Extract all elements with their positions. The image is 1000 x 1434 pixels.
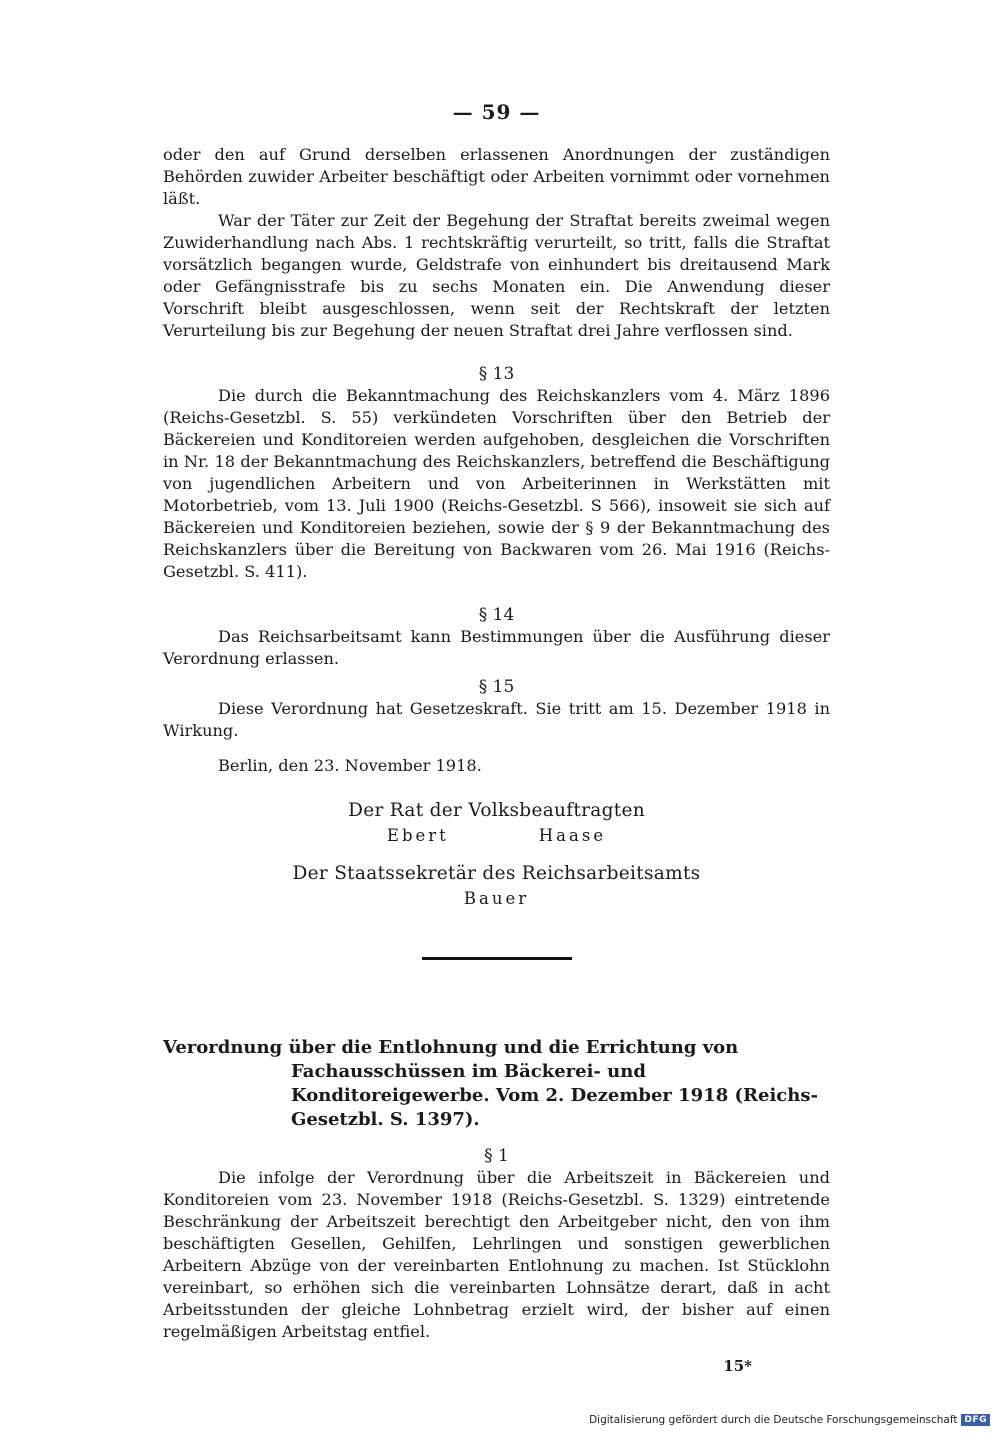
continuation-paragraph: War der Täter zur Zeit der Begehung der Straftat bereits zweimal wegen Zuwiderhandlung nach Abs. 1 rechtskräftig verurteilt, so tritt, falls die Straftat vorsätzlich begangen wurde, Geldstrafe von einhundert bis dreitausend Mark oder Gefängnisstrafe bis zu sechs Monaten ein. Die Anwendung dieser Vorschrift bleibt ausgeschlossen, wenn seit der Rechtskraft der letzten Verurteilung bis zur Begehung der neuen Straftat drei Jahre verflossen sind. [163,211,830,340]
section-text: Diese Verordnung hat Gesetzeskraft. Sie tritt am 15. Dezember 1918 in Wirkung. [163,699,830,740]
page-content [163,100,830,1376]
section-text: Das Reichsarbeitsamt kann Bestimmungen über die Ausführung dieser Verordnung erlassen. [163,627,830,668]
section-text: Die durch die Bekanntmachung des Reichskanzlers vom 4. März 1896 (Reichs-Gesetzbl. S. 55) verkündeten Vorschriften über den Betrieb der Bäckereien und Konditoreien werden aufgehoben, desgleichen die Vorschriften in Nr. 18 der Bekanntmachung des Reichskanzlers, betreffend die Beschäftigung von jugendlichen Arbeitern und von Arbeiterinnen in Werkstätten mit Motorbetrieb, vom 13. Juli 1900 (Reichs-Gesetzbl. S 566), insoweit sie sich auf Bäckereien und Konditoreien beziehen, sowie der § 9 der Bekanntmachung des Reichskanzlers über die Bereitung von Backwaren vom 26. Mai 1916 (Reichs-Gesetzbl. S. 411). [163,386,830,581]
section-heading: § 14 [478,605,515,625]
footer-credit [589,1414,990,1426]
section-heading: § 15 [478,677,515,697]
section-text: Die infolge der Verordnung über die Arbeitszeit in Bäckereien und Konditoreien vom 23. November 1918 (Reichs-Gesetzbl. S. 1329) eintretende Beschränkung der Arbeitszeit berechtigt den Arbeitgeber nicht, den von ihm beschäftigten Gesellen, Gehilfen, Lehrlingen und sonstigen gewerblichen Arbeitern Abzüge von der vereinbarten Entlohnung zu machen. Ist Stücklohn vereinbart, so erhöhen sich die vereinbarten Lohnsätze derart, daß in acht Arbeitsstunden der gleiche Lohnbetrag erzielt wird, der bisher auf einen regelmäßigen Arbeitstag entfiel. [163,1168,830,1341]
ordinance-title: Verordnung über die Entlohnung und die Errichtung von Fachausschüssen im Bäckerei- und Konditoreigewerbe. Vom 2. Dezember 1918 (Reichs-Gesetzbl. S. 1397). [163,1037,818,1130]
dfg-logo: DFG [961,1414,990,1426]
council-signatures [163,824,830,848]
printer-signature-mark: 15* [723,1357,752,1375]
dateline: Berlin, den 23. November 1918. [218,756,482,775]
signatory-name: Bauer [463,889,530,908]
footer-text: Digitalisierung gefördert durch die Deutsche Forschungsgemeinschaft [589,1414,958,1426]
continuation-paragraph: oder den auf Grund derselben erlassenen Anordnungen der zuständigen Behörden zuwider Arbeiter beschäftigt oder Arbeiten vornimmt oder vornehmen läßt. [163,145,830,208]
section-heading: § 1 [484,1146,509,1166]
signatory-name: Ebert [386,826,449,845]
council-title: Der Rat der Volksbeauftragten [348,800,645,821]
section-heading: § 13 [478,364,515,384]
secretary-title: Der Staatssekretär des Reichsarbeitsamts [292,863,701,884]
signatory-name: Haase [538,826,607,845]
page-number: — 59 — [452,100,541,124]
